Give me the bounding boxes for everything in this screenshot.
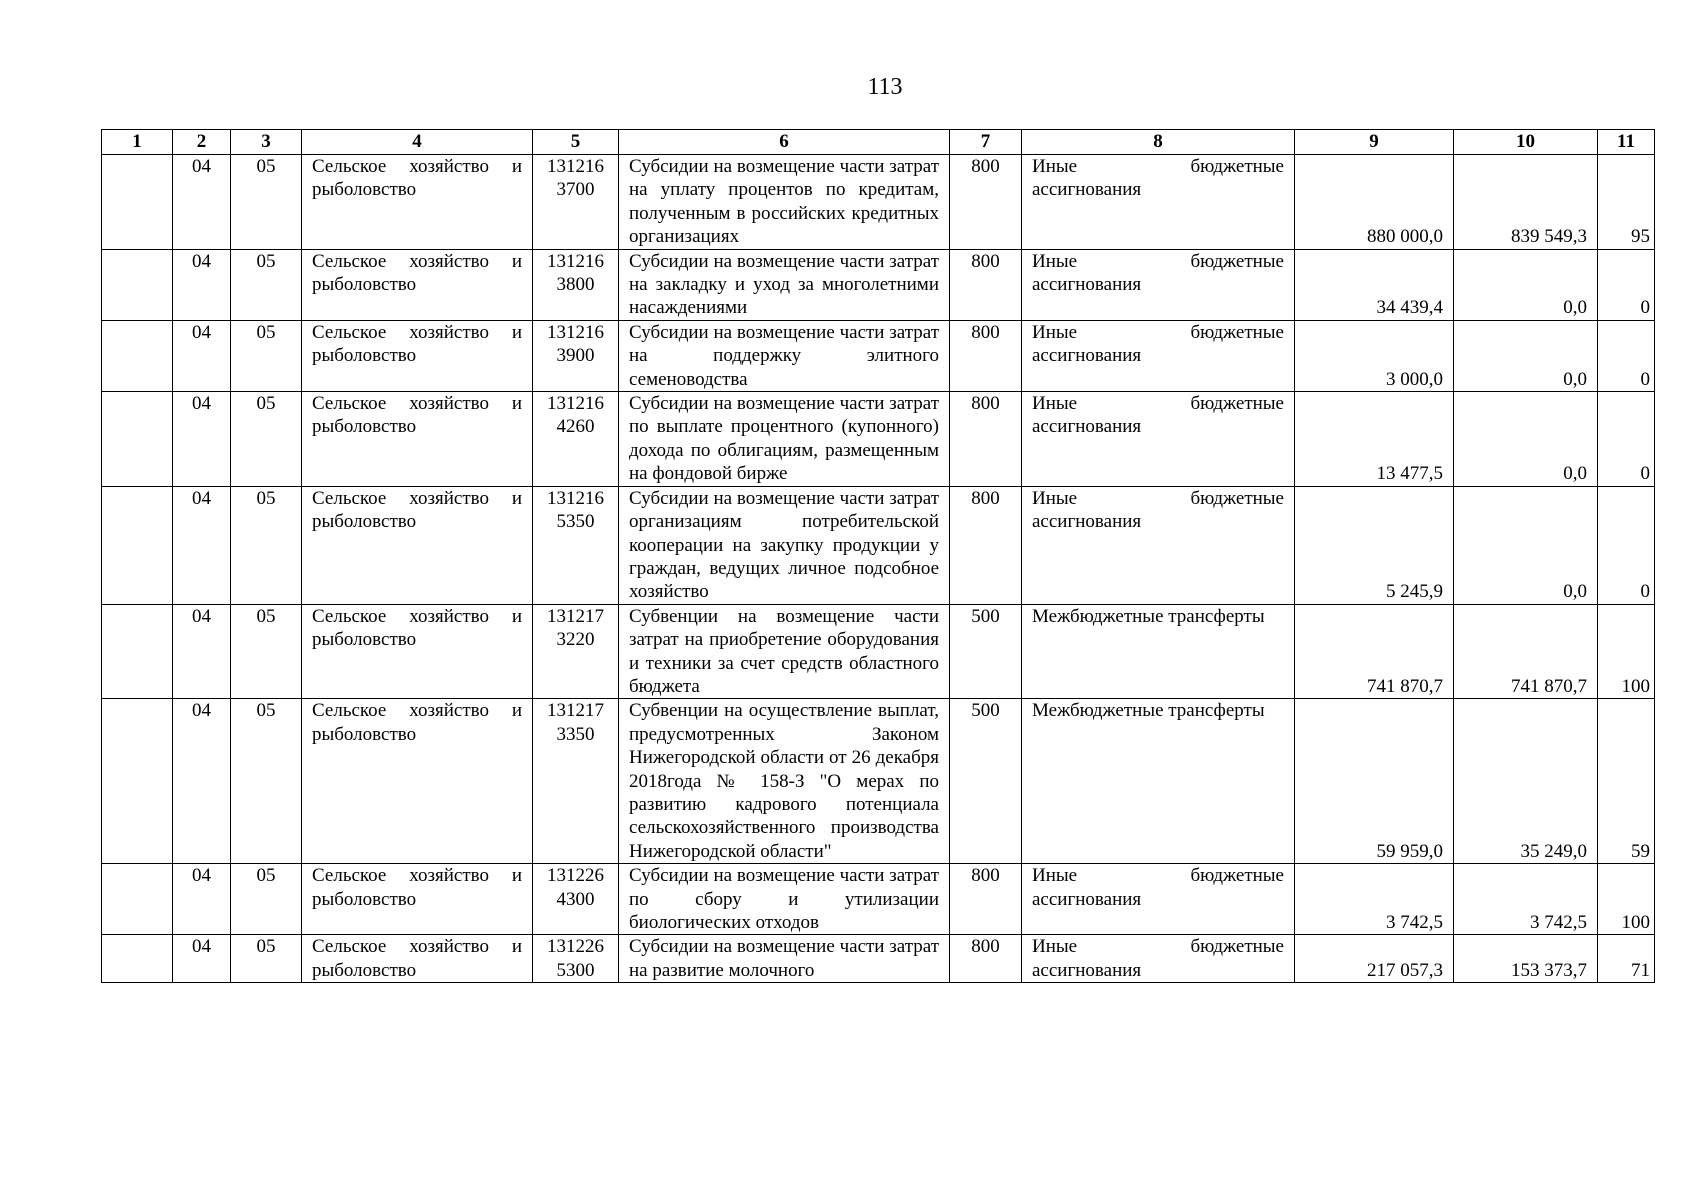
planned-amount-cell: 3 000,0	[1295, 320, 1454, 391]
section-code-cell: 04	[173, 249, 231, 320]
target-article-code-part1: 131217	[547, 605, 604, 627]
column-header-7: 7	[950, 130, 1022, 155]
budget-table	[101, 129, 1655, 983]
expense-type-name-cell: Иные бюджетные ассигнования	[1022, 320, 1295, 391]
expense-type-code-cell: 800	[950, 155, 1022, 250]
expense-type-code-cell: 500	[950, 604, 1022, 699]
execution-percent-cell: 100	[1598, 864, 1655, 935]
target-article-code-cell	[533, 864, 619, 935]
execution-percent-cell: 59	[1598, 699, 1655, 864]
target-article-code-part1: 131216	[547, 321, 604, 343]
column-header-1: 1	[102, 130, 173, 155]
actual-amount-cell: 0,0	[1454, 486, 1598, 604]
expense-type-name-cell: Иные бюджетные ассигнования	[1022, 392, 1295, 487]
planned-amount-cell: 13 477,5	[1295, 392, 1454, 487]
execution-percent-cell: 0	[1598, 249, 1655, 320]
target-article-name-cell: Субсидии на возмещение части затрат на уплату процентов по кредитам, полученным в российских кредитных организациях	[619, 155, 950, 250]
expense-type-code-cell: 800	[950, 864, 1022, 935]
actual-amount-cell: 741 870,7	[1454, 604, 1598, 699]
target-article-code-part1: 131216	[547, 487, 604, 509]
expense-type-code-cell: 500	[950, 699, 1022, 864]
table-body	[102, 155, 1655, 983]
table-row	[102, 699, 1655, 864]
column-header-2: 2	[173, 130, 231, 155]
planned-amount-cell: 217 057,3	[1295, 935, 1454, 983]
row-number-cell	[102, 486, 173, 604]
section-name-cell: Сельское хозяйство и рыболовство	[302, 155, 533, 250]
target-article-code-part1: 131216	[547, 250, 604, 272]
expense-type-name-cell: Иные бюджетные ассигнования	[1022, 155, 1295, 250]
execution-percent-cell: 0	[1598, 486, 1655, 604]
table-row	[102, 392, 1655, 487]
subsection-code-cell: 05	[231, 935, 302, 983]
target-article-code-cell	[533, 249, 619, 320]
expense-type-name-cell: Межбюджетные трансферты	[1022, 604, 1295, 699]
section-name-cell: Сельское хозяйство и рыболовство	[302, 699, 533, 864]
actual-amount-cell: 153 373,7	[1454, 935, 1598, 983]
subsection-code-cell: 05	[231, 486, 302, 604]
target-article-code-part2: 5350	[556, 511, 595, 533]
target-article-code-cell	[533, 604, 619, 699]
expense-type-code-cell: 800	[950, 249, 1022, 320]
subsection-code-cell: 05	[231, 604, 302, 699]
target-article-name-cell: Субсидии на возмещение части затрат по выплате процентного (купонного) дохода по облигациям, размещенным на фондовой бирже	[619, 392, 950, 487]
target-article-code-part2: 3800	[556, 274, 595, 296]
section-code-cell: 04	[173, 155, 231, 250]
expense-type-name-cell: Иные бюджетные ассигнования	[1022, 486, 1295, 604]
row-number-cell	[102, 320, 173, 391]
target-article-name-cell: Субсидии на возмещение части затрат по сбору и утилизации биологических отходов	[619, 864, 950, 935]
column-header-5: 5	[533, 130, 619, 155]
row-number-cell	[102, 935, 173, 983]
target-article-code-part1: 131226	[547, 865, 604, 887]
expense-type-name-cell: Иные бюджетные ассигнования	[1022, 935, 1295, 983]
actual-amount-cell: 0,0	[1454, 392, 1598, 487]
subsection-code-cell: 05	[231, 392, 302, 487]
table-row	[102, 486, 1655, 604]
section-name-cell: Сельское хозяйство и рыболовство	[302, 935, 533, 983]
target-article-name-cell: Субсидии на возмещение части затрат на закладку и уход за многолетними насаждениями	[619, 249, 950, 320]
table-row	[102, 155, 1655, 250]
target-article-code-part2: 5300	[556, 959, 595, 981]
expense-type-name-cell: Межбюджетные трансферты	[1022, 699, 1295, 864]
target-article-code-part2: 3350	[556, 723, 595, 745]
row-number-cell	[102, 155, 173, 250]
subsection-code-cell: 05	[231, 249, 302, 320]
actual-amount-cell: 0,0	[1454, 320, 1598, 391]
planned-amount-cell: 5 245,9	[1295, 486, 1454, 604]
table-row	[102, 604, 1655, 699]
row-number-cell	[102, 249, 173, 320]
subsection-code-cell: 05	[231, 155, 302, 250]
target-article-name-cell: Субсидии на возмещение части затрат на поддержку элитного семеноводства	[619, 320, 950, 391]
section-name-cell: Сельское хозяйство и рыболовство	[302, 486, 533, 604]
column-header-11: 11	[1598, 130, 1655, 155]
target-article-name-cell: Субсидии на возмещение части затрат организациям потребительской кооперации на закупку продукции у граждан, ведущих личное подсобное хозяйство	[619, 486, 950, 604]
expense-type-name-cell: Иные бюджетные ассигнования	[1022, 864, 1295, 935]
planned-amount-cell: 34 439,4	[1295, 249, 1454, 320]
section-code-cell: 04	[173, 864, 231, 935]
expense-type-code-cell: 800	[950, 392, 1022, 487]
target-article-code-cell	[533, 392, 619, 487]
target-article-code-part1: 131226	[547, 936, 604, 958]
target-article-code-part1: 131216	[547, 393, 604, 415]
column-header-10: 10	[1454, 130, 1598, 155]
section-code-cell: 04	[173, 392, 231, 487]
target-article-code-cell	[533, 155, 619, 250]
table-row	[102, 864, 1655, 935]
section-code-cell: 04	[173, 699, 231, 864]
actual-amount-cell: 3 742,5	[1454, 864, 1598, 935]
target-article-code-part2: 3700	[556, 179, 595, 201]
actual-amount-cell: 839 549,3	[1454, 155, 1598, 250]
section-name-cell: Сельское хозяйство и рыболовство	[302, 864, 533, 935]
expense-type-name-cell: Иные бюджетные ассигнования	[1022, 249, 1295, 320]
expense-type-code-cell: 800	[950, 320, 1022, 391]
row-number-cell	[102, 864, 173, 935]
row-number-cell	[102, 604, 173, 699]
planned-amount-cell: 3 742,5	[1295, 864, 1454, 935]
actual-amount-cell: 0,0	[1454, 249, 1598, 320]
section-name-cell: Сельское хозяйство и рыболовство	[302, 392, 533, 487]
row-number-cell	[102, 699, 173, 864]
planned-amount-cell: 59 959,0	[1295, 699, 1454, 864]
table-row	[102, 320, 1655, 391]
column-header-3: 3	[231, 130, 302, 155]
section-code-cell: 04	[173, 604, 231, 699]
table-row	[102, 935, 1655, 983]
table-row	[102, 249, 1655, 320]
target-article-name-cell: Субвенции на возмещение части затрат на приобретение оборудования и техники за счет средств областного бюджета	[619, 604, 950, 699]
header-row	[102, 130, 1655, 155]
target-article-code-cell	[533, 935, 619, 983]
section-code-cell: 04	[173, 320, 231, 391]
page-number: 113	[867, 74, 903, 100]
execution-percent-cell: 100	[1598, 604, 1655, 699]
column-header-8: 8	[1022, 130, 1295, 155]
target-article-code-part2: 4260	[556, 416, 595, 438]
section-name-cell: Сельское хозяйство и рыболовство	[302, 249, 533, 320]
column-header-4: 4	[302, 130, 533, 155]
subsection-code-cell: 05	[231, 320, 302, 391]
execution-percent-cell: 95	[1598, 155, 1655, 250]
target-article-code-part1: 131217	[547, 700, 604, 722]
row-number-cell	[102, 392, 173, 487]
execution-percent-cell: 0	[1598, 392, 1655, 487]
execution-percent-cell: 0	[1598, 320, 1655, 391]
target-article-name-cell: Субвенции на осуществление выплат, предусмотренных Законом Нижегородской области от 26 декабря 2018года № 158-З "О мерах по развитию кадрового потенциала сельскохозяйственного производства Нижегородской области"	[619, 699, 950, 864]
section-code-cell: 04	[173, 935, 231, 983]
subsection-code-cell: 05	[231, 864, 302, 935]
target-article-name-cell: Субсидии на возмещение части затрат на развитие молочного	[619, 935, 950, 983]
target-article-code-part2: 3220	[556, 629, 595, 651]
actual-amount-cell: 35 249,0	[1454, 699, 1598, 864]
target-article-code-cell	[533, 699, 619, 864]
section-name-cell: Сельское хозяйство и рыболовство	[302, 320, 533, 391]
target-article-code-cell	[533, 486, 619, 604]
target-article-code-part2: 4300	[556, 888, 595, 910]
column-header-6: 6	[619, 130, 950, 155]
execution-percent-cell: 71	[1598, 935, 1655, 983]
target-article-code-part2: 3900	[556, 345, 595, 367]
section-code-cell: 04	[173, 486, 231, 604]
planned-amount-cell: 741 870,7	[1295, 604, 1454, 699]
target-article-code-part1: 131216	[547, 156, 604, 177]
planned-amount-cell: 880 000,0	[1295, 155, 1454, 250]
column-header-9: 9	[1295, 130, 1454, 155]
target-article-code-cell	[533, 320, 619, 391]
expense-type-code-cell: 800	[950, 486, 1022, 604]
expense-type-code-cell: 800	[950, 935, 1022, 983]
section-name-cell: Сельское хозяйство и рыболовство	[302, 604, 533, 699]
subsection-code-cell: 05	[231, 699, 302, 864]
